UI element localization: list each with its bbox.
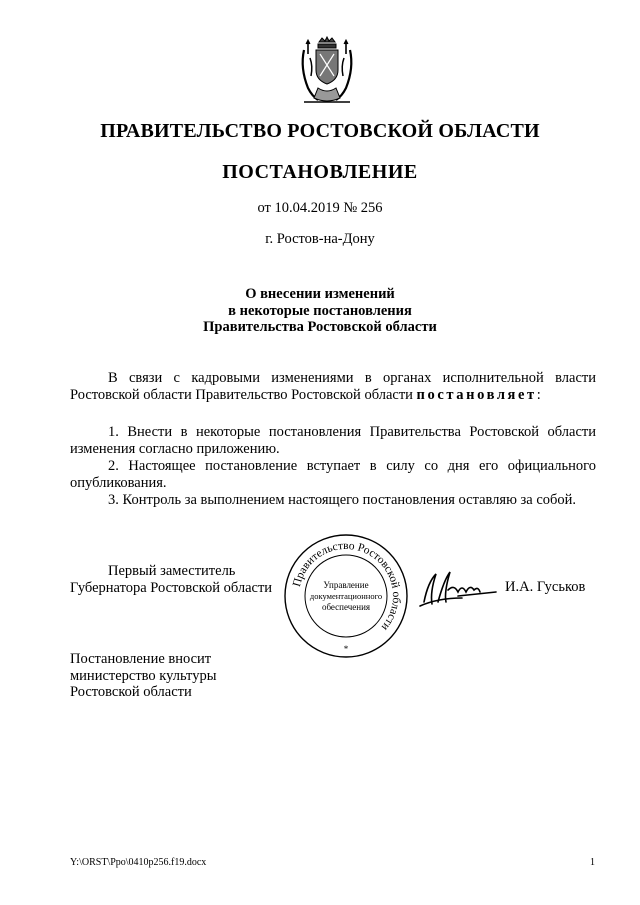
introduced-by-block (70, 651, 216, 701)
document-city: г. Ростов-на-Дону (265, 231, 375, 247)
subject-line: Правительства Ростовской области (203, 319, 437, 335)
decree-item-3: 3. Контроль за выполнением настоящего постановления оставляю за собой. (108, 492, 577, 508)
decree-colon: : (536, 386, 541, 403)
preamble-paragraph (70, 370, 596, 403)
subject-line: в некоторые постановления (228, 302, 412, 319)
page-number: 1 (590, 857, 595, 868)
preamble-text: В связи с кадровыми изменениями в органах исполнительной власти Ростовской области Правительство Ростовской области (70, 370, 596, 403)
introduced-by-line: Ростовской области (70, 684, 192, 700)
signatory-name: И.А. Гуськов (505, 579, 586, 595)
document-subject (0, 286, 640, 336)
document-date-number: от 10.04.2019 № 256 (257, 200, 383, 216)
subject-line: О внесении изменений (245, 286, 395, 302)
introduced-by-line: Постановление вносит (70, 651, 212, 667)
footer-file-path: Y:\ORST\Ppo\0410p256.f19.docx (70, 857, 207, 868)
stamp-ring-text: Правительство Ростовской области (290, 539, 403, 633)
stamp-inner-text: обеспечения (321, 602, 371, 612)
handwritten-signature (418, 562, 500, 612)
document-type: ПОСТАНОВЛЕНИЕ (222, 161, 418, 183)
official-stamp (282, 532, 410, 660)
position-line: Первый заместитель (108, 563, 236, 579)
decree-word: постановляет (416, 386, 537, 403)
decree-item-1: 1. Внести в некоторые постановления Правительства Ростовской области изменения согласно приложению. (70, 424, 596, 457)
decree-item-2: 2. Настоящее постановление вступает в силу со дня его официального опубликования. (70, 458, 596, 491)
coat-of-arms-emblem (296, 36, 358, 108)
stamp-inner-text: Управление (323, 580, 369, 590)
introduced-by-line: министерство культуры (70, 667, 217, 684)
signatory-position (70, 563, 290, 596)
stamp-star: * (343, 644, 349, 654)
stamp-inner-text: документационного (309, 591, 383, 601)
organization-title: ПРАВИТЕЛЬСТВО РОСТОВСКОЙ ОБЛАСТИ (100, 120, 540, 142)
position-line: Губернатора Ростовской области (70, 579, 273, 596)
